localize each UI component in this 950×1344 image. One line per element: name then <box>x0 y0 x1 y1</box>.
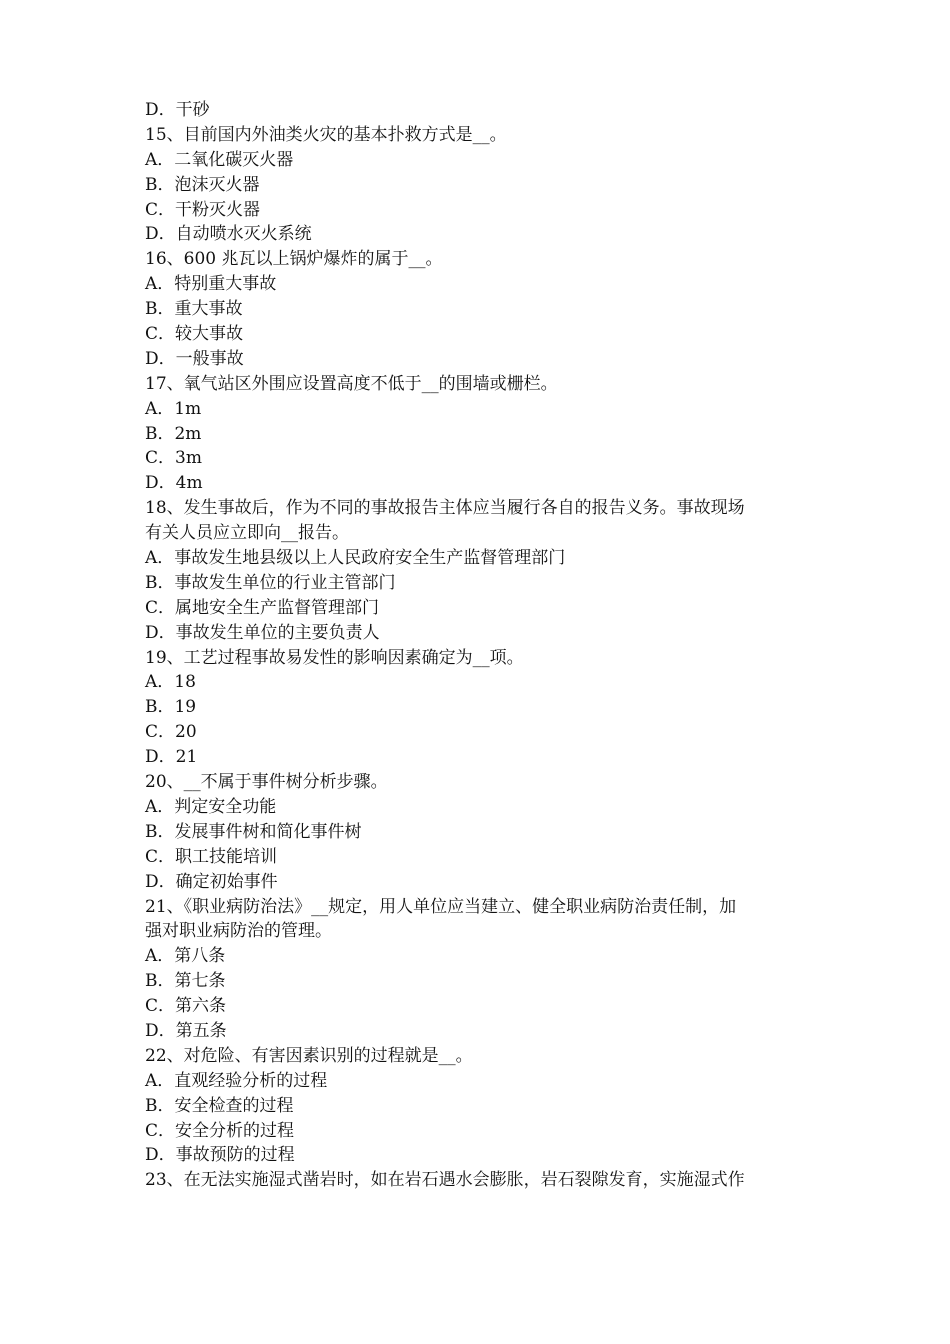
question-15: 15、目前国内外油类火灾的基本扑救方式是__。 <box>145 124 507 145</box>
option-line: B．发展事件树和简化事件树 <box>145 821 362 842</box>
question-18-cont: 有关人员应立即向__报告。 <box>145 523 349 544</box>
option-line: A．直观经验分析的过程 <box>145 1070 328 1091</box>
question-22: 22、对危险、有害因素识别的过程就是__。 <box>145 1045 473 1066</box>
option-line: D．确定初始事件 <box>145 871 278 892</box>
option-line: D．一般事故 <box>145 348 244 369</box>
option-line: A．1m <box>145 398 202 419</box>
option-line: A．第八条 <box>145 946 226 967</box>
option-line: C．安全分析的过程 <box>145 1120 295 1141</box>
option-line: B．重大事故 <box>145 299 243 320</box>
option-line: B．第七条 <box>145 971 226 992</box>
question-21: 21、《职业病防治法》__规定，用人单位应当建立、健全职业病防治责任制，加 <box>145 896 737 917</box>
question-20: 20、__不属于事件树分析步骤。 <box>145 772 388 793</box>
option-line: B．2m <box>145 423 202 444</box>
option-line: B．事故发生单位的行业主管部门 <box>145 572 396 593</box>
option-line: D．事故预防的过程 <box>145 1145 295 1166</box>
question-18: 18、发生事故后，作为不同的事故报告主体应当履行各自的报告义务。事故现场 <box>145 498 745 519</box>
option-line: C．干粉灭火器 <box>145 199 261 220</box>
option-line: A．特别重大事故 <box>145 274 277 295</box>
option-line: D．4m <box>145 473 203 494</box>
option-line: C．20 <box>145 722 197 743</box>
question-19: 19、工艺过程事故易发性的影响因素确定为__项。 <box>145 647 524 668</box>
question-17: 17、氧气站区外围应设置高度不低于__的围墙或栅栏。 <box>145 373 558 394</box>
option-line: C．职工技能培训 <box>145 846 278 867</box>
option-line: A．二氧化碳灭火器 <box>145 149 294 170</box>
option-line: D．自动喷水灭火系统 <box>145 224 312 245</box>
question-21-cont: 强对职业病防治的管理。 <box>145 921 332 942</box>
option-line: D．21 <box>145 747 198 768</box>
option-line: C．属地安全生产监督管理部门 <box>145 597 380 618</box>
option-line: B．安全检查的过程 <box>145 1095 294 1116</box>
option-line: A．18 <box>145 672 196 693</box>
option-line: B．泡沫灭火器 <box>145 174 260 195</box>
option-line: C．3m <box>145 448 202 469</box>
option-line: C．第六条 <box>145 996 227 1017</box>
option-line: D．第五条 <box>145 1020 227 1041</box>
text-line: D．干砂 <box>145 100 210 120</box>
option-line: C．较大事故 <box>145 324 244 345</box>
question-16: 16、600 兆瓦以上锅炉爆炸的属于__。 <box>145 249 443 270</box>
question-23: 23、在无法实施湿式凿岩时，如在岩石遇水会膨胀，岩石裂隙发育，实施湿式作 <box>145 1170 745 1191</box>
option-line: A．判定安全功能 <box>145 796 277 817</box>
option-line: B．19 <box>145 697 197 718</box>
option-line: D．事故发生单位的主要负责人 <box>145 622 380 643</box>
option-line: A．事故发生地县级以上人民政府安全生产监督管理部门 <box>145 548 566 569</box>
document-body <box>145 98 825 1193</box>
